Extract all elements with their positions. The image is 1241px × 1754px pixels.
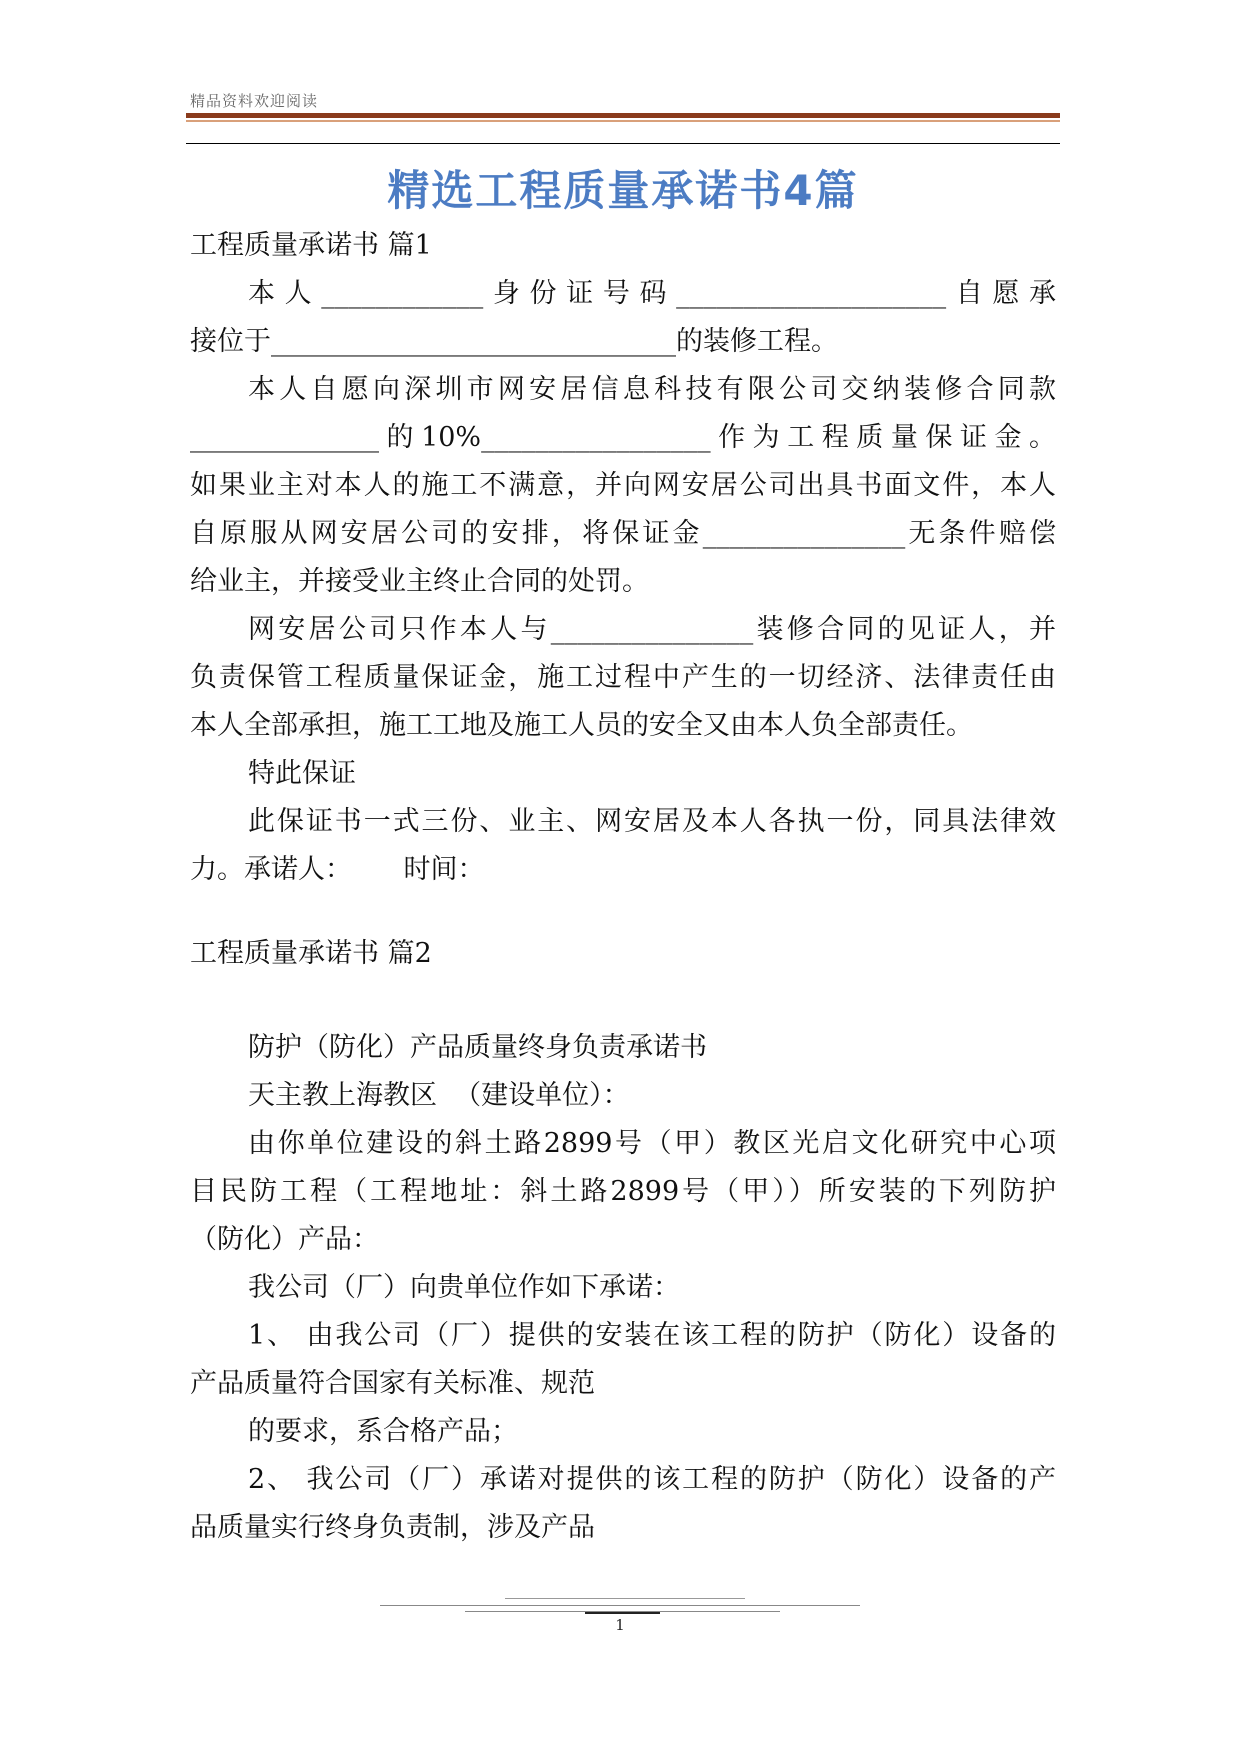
page-number: 1 bbox=[615, 1616, 625, 1634]
paragraph-line: 目民防工程（工程地址：斜土路2899号（甲））所安装的下列防护 bbox=[190, 1176, 1056, 1207]
footer-rule bbox=[380, 1605, 860, 1606]
header-rule-black bbox=[186, 143, 1060, 144]
paragraph-line: 天主教上海教区 （建设单位）： bbox=[248, 1080, 630, 1111]
paragraph-line: 网安居公司只作本人与_______________装修合同的见证人，并 bbox=[248, 614, 1056, 645]
paragraph-line: 品质量实行终身负责制，涉及产品 bbox=[190, 1512, 595, 1543]
header-rule-thick bbox=[186, 113, 1060, 118]
paragraph-line: 负责保管工程质量保证金，施工过程中产生的一切经济、法律责任由 bbox=[190, 662, 1056, 693]
paragraph-line: 我公司（厂）向贵单位作如下承诺： bbox=[248, 1272, 680, 1303]
document-body bbox=[190, 222, 1056, 1552]
paragraph-line: 本人____________身份证号码____________________自愿承 bbox=[248, 278, 1056, 309]
paragraph-line: 自原服从网安居公司的安排，将保证金_______________无条件赔偿 bbox=[190, 518, 1056, 549]
paragraph-line: ______________的10%_________________作为工程质量保证金。 bbox=[190, 422, 1056, 453]
paragraph-line: 特此保证 bbox=[248, 758, 356, 789]
footer-rule-accent bbox=[585, 1612, 660, 1614]
paragraph-line: 本人全部承担，施工工地及施工人员的安全又由本人负全部责任。 bbox=[190, 710, 973, 741]
paragraph-line: 防护（防化）产品质量终身负责承诺书 bbox=[248, 1032, 707, 1063]
paragraph-line: 本人自愿向深圳市网安居信息科技有限公司交纳装修合同款 bbox=[248, 374, 1056, 405]
header-text: 精品资料欢迎阅读 bbox=[190, 92, 319, 110]
paragraph-line: 给业主，并接受业主终止合同的处罚。 bbox=[190, 566, 649, 597]
paragraph-line: 2、 我公司（厂）承诺对提供的该工程的防护（防化）设备的产 bbox=[248, 1464, 1056, 1495]
paragraph-line: 的要求，系合格产品； bbox=[248, 1416, 518, 1447]
section-heading: 工程质量承诺书 篇1 bbox=[190, 230, 432, 261]
paragraph-line: 接位于______________________________的装修工程。 bbox=[190, 326, 838, 357]
footer-rule bbox=[505, 1598, 745, 1599]
document-title: 精选工程质量承诺书4篇 bbox=[387, 166, 859, 215]
paragraph-line: 产品质量符合国家有关标准、规范 bbox=[190, 1368, 595, 1399]
paragraph-line: 1、 由我公司（厂）提供的安装在该工程的防护（防化）设备的 bbox=[248, 1320, 1056, 1351]
paragraph-line: （防化）产品： bbox=[190, 1224, 379, 1255]
header-rule-thin bbox=[186, 120, 1060, 122]
paragraph-line: 由你单位建设的斜土路2899号（甲）教区光启文化研究中心项 bbox=[248, 1128, 1056, 1159]
paragraph-line: 此保证书一式三份、业主、网安居及本人各执一份，同具法律效 bbox=[248, 806, 1056, 837]
section-heading: 工程质量承诺书 篇2 bbox=[190, 938, 432, 969]
paragraph-line: 力。承诺人： 时间： bbox=[190, 854, 485, 885]
paragraph-line: 如果业主对本人的施工不满意，并向网安居公司出具书面文件，本人 bbox=[190, 470, 1056, 501]
